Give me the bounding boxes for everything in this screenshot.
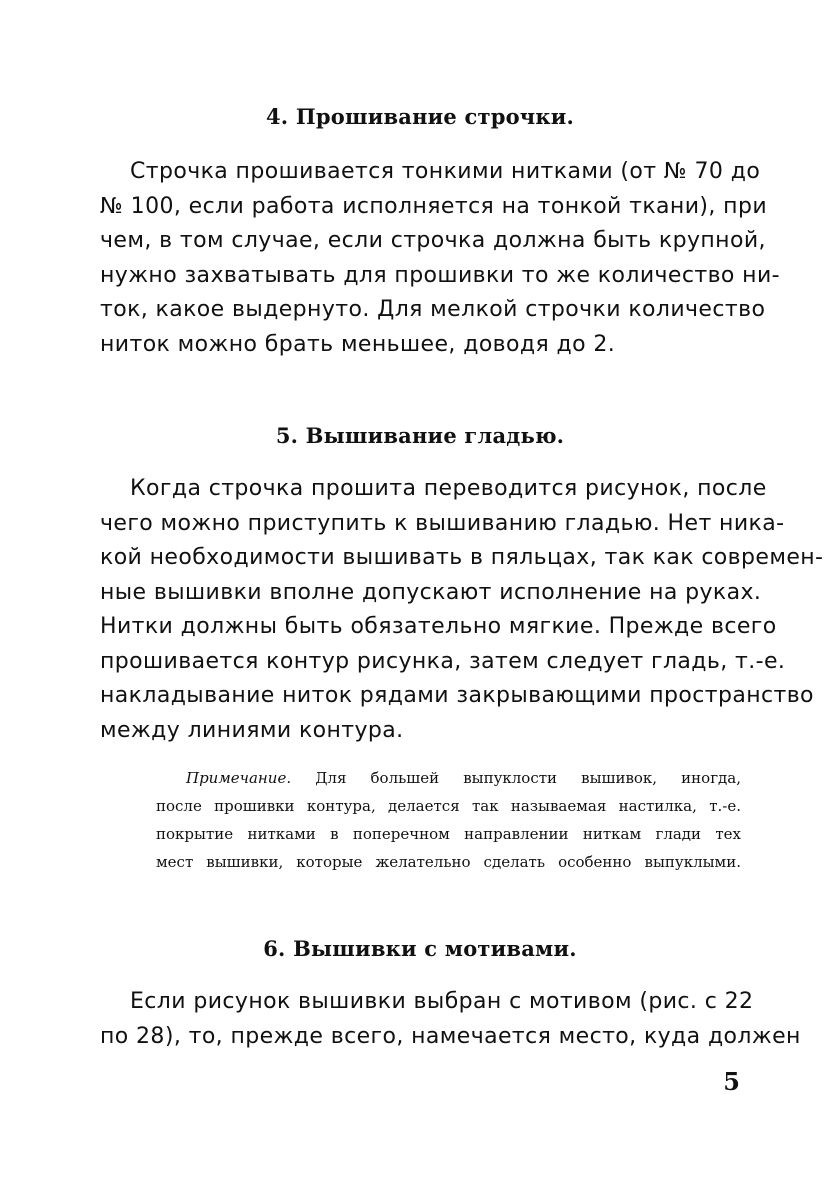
paragraph-line: Если рисунок вышивки выбран с мотивом (рис. с 22 <box>130 989 754 1014</box>
paragraph-line: накладывание ниток рядами закрывающими пространство <box>100 683 814 708</box>
paragraph-line: Когда строчка прошита переводится рисунок, после <box>130 476 767 501</box>
section-4-paragraph <box>100 155 781 362</box>
paragraph-line: № 100, если работа исполняется на тонкой ткани), при <box>100 193 768 219</box>
paragraph-line: ниток можно брать меньшее, доводя до 2. <box>100 331 616 357</box>
note-label: Примечание. <box>186 769 292 787</box>
paragraph-line: ток, какое выдернуто. Для мелкой строчки количество <box>100 297 766 322</box>
section-5-paragraph <box>100 472 824 748</box>
paragraph-line: по 28), то, прежде всего, намечается место, куда должен <box>100 1023 801 1049</box>
section-6-heading: 6. Вышивки с мотивами. <box>263 936 577 961</box>
paragraph-line: нужно захватывать для прошивки то же количество ни- <box>100 262 781 288</box>
section-5-heading: 5. Вышивание гладью. <box>275 423 565 448</box>
note-first-line-text: Для большей выпуклости вышивок, иногда, <box>315 769 741 787</box>
paragraph-line: ные вышивки вполне допускают исполнение на руках. <box>100 579 762 605</box>
paragraph-line: прошивается контур рисунка, затем следует гладь, т.-е. <box>100 648 786 674</box>
page-number: 5 <box>723 1067 740 1096</box>
paragraph-line: Строчка прошивается тонкими нитками (от № 70 до <box>130 159 761 184</box>
section-5-note <box>156 764 741 876</box>
paragraph-line: Нитки должны быть обязательно мягкие. Прежде всего <box>100 614 777 639</box>
section-4-heading: 4. Прошивание строчки. <box>265 104 575 129</box>
paragraph-line: чего можно приступить к вышиванию гладью. Нет ника- <box>100 510 785 536</box>
note-first-line <box>156 764 741 792</box>
section-6-paragraph <box>100 985 801 1054</box>
paragraph-line: между линиями контура. <box>100 717 404 743</box>
paragraph-line: чем, в том случае, если строчка должна быть крупной, <box>100 228 766 253</box>
note-line: покрытие нитками в поперечном направлении ниткам глади тех <box>156 825 741 843</box>
paragraph-line: кой необходимости вышивать в пяльцах, так как современ- <box>100 545 824 570</box>
note-line: после прошивки контура, делается так называемая настилка, т.-е. <box>156 797 741 815</box>
note-line: мест вышивки, которые желательно сделать особенно выпуклыми. <box>156 853 741 871</box>
